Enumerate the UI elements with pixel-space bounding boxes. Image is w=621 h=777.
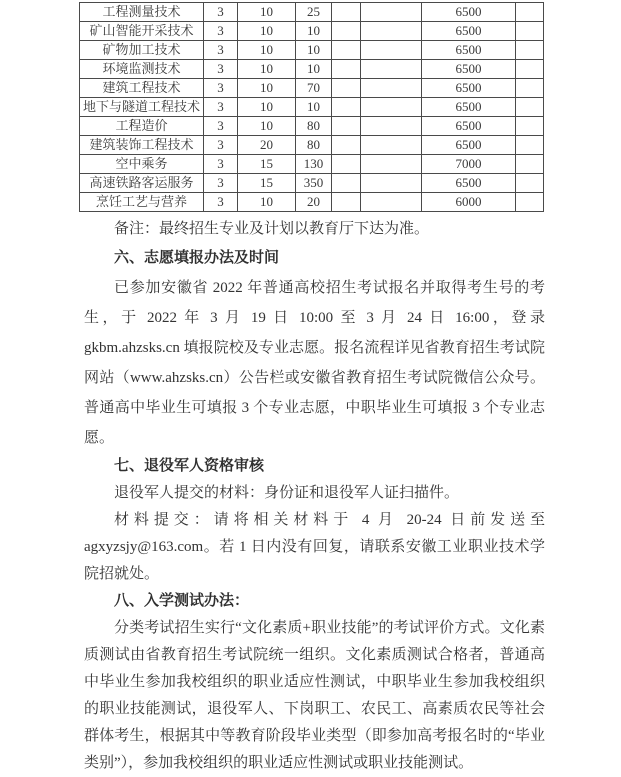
table-cell: 10 — [296, 41, 332, 60]
table-cell — [516, 60, 544, 79]
table-cell: 10 — [238, 117, 296, 136]
section-paragraph: 材料提交：请将相关材料于 4 月 20-24 日前发送至 agxyzsjy@163.com。若 1 日内没有回复，请联系安徽工业职业技术学院招就处。 — [84, 512, 545, 582]
table-row — [80, 193, 544, 212]
table-cell — [332, 22, 361, 41]
table-cell: 6500 — [422, 41, 516, 60]
table-row — [80, 136, 544, 155]
table-cell: 10 — [238, 22, 296, 41]
table-cell: 130 — [296, 155, 332, 174]
table-cell — [516, 3, 544, 22]
table-cell — [361, 60, 422, 79]
section-heading: 七、退役军人资格审核 — [114, 458, 265, 474]
table-cell: 3 — [204, 193, 238, 212]
table-row — [80, 79, 544, 98]
table-cell — [332, 136, 361, 155]
table-cell: 6500 — [422, 60, 516, 79]
table-cell: 6000 — [422, 193, 516, 212]
table-cell: 20 — [238, 136, 296, 155]
table-cell: 环境监测技术 — [80, 60, 204, 79]
table-cell: 3 — [204, 174, 238, 193]
table-cell — [332, 3, 361, 22]
table-cell: 3 — [204, 3, 238, 22]
table-cell: 烹饪工艺与营养 — [80, 193, 204, 212]
table-cell: 地下与隧道工程技术 — [80, 98, 204, 117]
table-cell: 工程造价 — [80, 117, 204, 136]
section-paragraph: 分类考试招生实行“文化素质+职业技能”的考试评价方式。文化素质测试由省教育招生考试院统一组织。文化素质测试合格者，普通高中毕业生参加我校组织的职业适应性测试，中职毕业生参加我校组织的职业技能测试，退役军人、下岗职工、农民工、高素质农民等社会群体考生，根据其中等教育阶段毕业类型（即参加高考报名时的“毕业类别”），参加我校组织的职业适应性测试或职业技能测试。 — [84, 620, 545, 771]
table-row — [80, 98, 544, 117]
table-cell — [361, 98, 422, 117]
table-cell — [516, 174, 544, 193]
plan-table-body — [80, 3, 544, 212]
table-cell — [361, 136, 422, 155]
table-cell — [361, 79, 422, 98]
table-cell: 20 — [296, 193, 332, 212]
table-cell — [332, 174, 361, 193]
section-paragraph: 退役军人提交的材料：身份证和退役军人证扫描件。 — [114, 485, 460, 501]
table-row — [80, 41, 544, 60]
table-cell: 10 — [296, 22, 332, 41]
table-cell: 10 — [238, 41, 296, 60]
table-cell: 3 — [204, 98, 238, 117]
table-cell: 10 — [238, 60, 296, 79]
table-note: 备注：最终招生专业及计划以教育厅下达为准。 — [114, 221, 430, 237]
table-cell: 15 — [238, 155, 296, 174]
table-row — [80, 60, 544, 79]
table-cell: 6500 — [422, 174, 516, 193]
table-cell — [361, 41, 422, 60]
table-cell: 高速铁路客运服务 — [80, 174, 204, 193]
table-cell: 10 — [238, 98, 296, 117]
table-cell: 80 — [296, 136, 332, 155]
table-cell: 15 — [238, 174, 296, 193]
table-cell: 80 — [296, 117, 332, 136]
table-cell: 3 — [204, 22, 238, 41]
table-cell: 矿山智能开采技术 — [80, 22, 204, 41]
table-cell: 10 — [238, 79, 296, 98]
table-row — [80, 3, 544, 22]
table-cell: 3 — [204, 41, 238, 60]
table-cell: 6500 — [422, 98, 516, 117]
table-cell: 7000 — [422, 155, 516, 174]
table-cell — [516, 22, 544, 41]
section-paragraph: 已参加安徽省 2022 年普通高校招生考试报名并取得考生号的考生，于 2022 年 3 月 19 日 10:00 至 3 月 24 日 16:00，登录 gkbm.ahzsks.cn 填报院校及专业志愿。报名流程详见省教育招生考试院网站（www.ahzsks.cn）公告栏或安徽省教育招生考试院微信公众号。普通高中毕业生可填报 3 个专业志愿，中职毕业生可填报 3 个专业志愿。 — [84, 280, 545, 446]
table-cell: 70 — [296, 79, 332, 98]
table-cell: 建筑装饰工程技术 — [80, 136, 204, 155]
table-row — [80, 22, 544, 41]
document-body — [84, 215, 545, 777]
table-row — [80, 155, 544, 174]
table-cell — [332, 193, 361, 212]
table-cell: 6500 — [422, 3, 516, 22]
table-cell — [516, 79, 544, 98]
table-cell: 3 — [204, 79, 238, 98]
table-cell — [332, 98, 361, 117]
table-cell: 10 — [238, 3, 296, 22]
sections-container — [84, 243, 545, 777]
table-cell: 10 — [296, 60, 332, 79]
table-cell — [516, 136, 544, 155]
table-cell — [516, 155, 544, 174]
table-cell — [332, 117, 361, 136]
section-heading: 八、入学测试办法： — [114, 593, 250, 609]
table-cell — [332, 79, 361, 98]
table-cell: 空中乘务 — [80, 155, 204, 174]
table-cell — [516, 41, 544, 60]
table-cell — [516, 117, 544, 136]
table-cell: 10 — [296, 98, 332, 117]
table-cell: 10 — [238, 193, 296, 212]
table-cell: 工程测量技术 — [80, 3, 204, 22]
table-cell — [361, 3, 422, 22]
table-cell: 6500 — [422, 22, 516, 41]
table-cell: 建筑工程技术 — [80, 79, 204, 98]
table-cell: 6500 — [422, 117, 516, 136]
enrollment-plan-table — [79, 2, 544, 212]
table-cell: 6500 — [422, 136, 516, 155]
table-cell — [361, 193, 422, 212]
table-cell: 矿物加工技术 — [80, 41, 204, 60]
table-cell — [332, 41, 361, 60]
table-row — [80, 174, 544, 193]
table-cell — [516, 193, 544, 212]
table-cell — [332, 60, 361, 79]
table-cell — [361, 174, 422, 193]
table-cell — [361, 117, 422, 136]
table-cell — [516, 98, 544, 117]
table-cell: 350 — [296, 174, 332, 193]
table-cell — [332, 155, 361, 174]
table-cell: 3 — [204, 136, 238, 155]
table-cell: 3 — [204, 60, 238, 79]
section-heading: 六、志愿填报办法及时间 — [114, 250, 280, 266]
table-row — [80, 117, 544, 136]
table-cell — [361, 155, 422, 174]
table-cell: 6500 — [422, 79, 516, 98]
table-cell: 3 — [204, 117, 238, 136]
table-cell: 25 — [296, 3, 332, 22]
table-cell — [361, 22, 422, 41]
table-cell: 3 — [204, 155, 238, 174]
